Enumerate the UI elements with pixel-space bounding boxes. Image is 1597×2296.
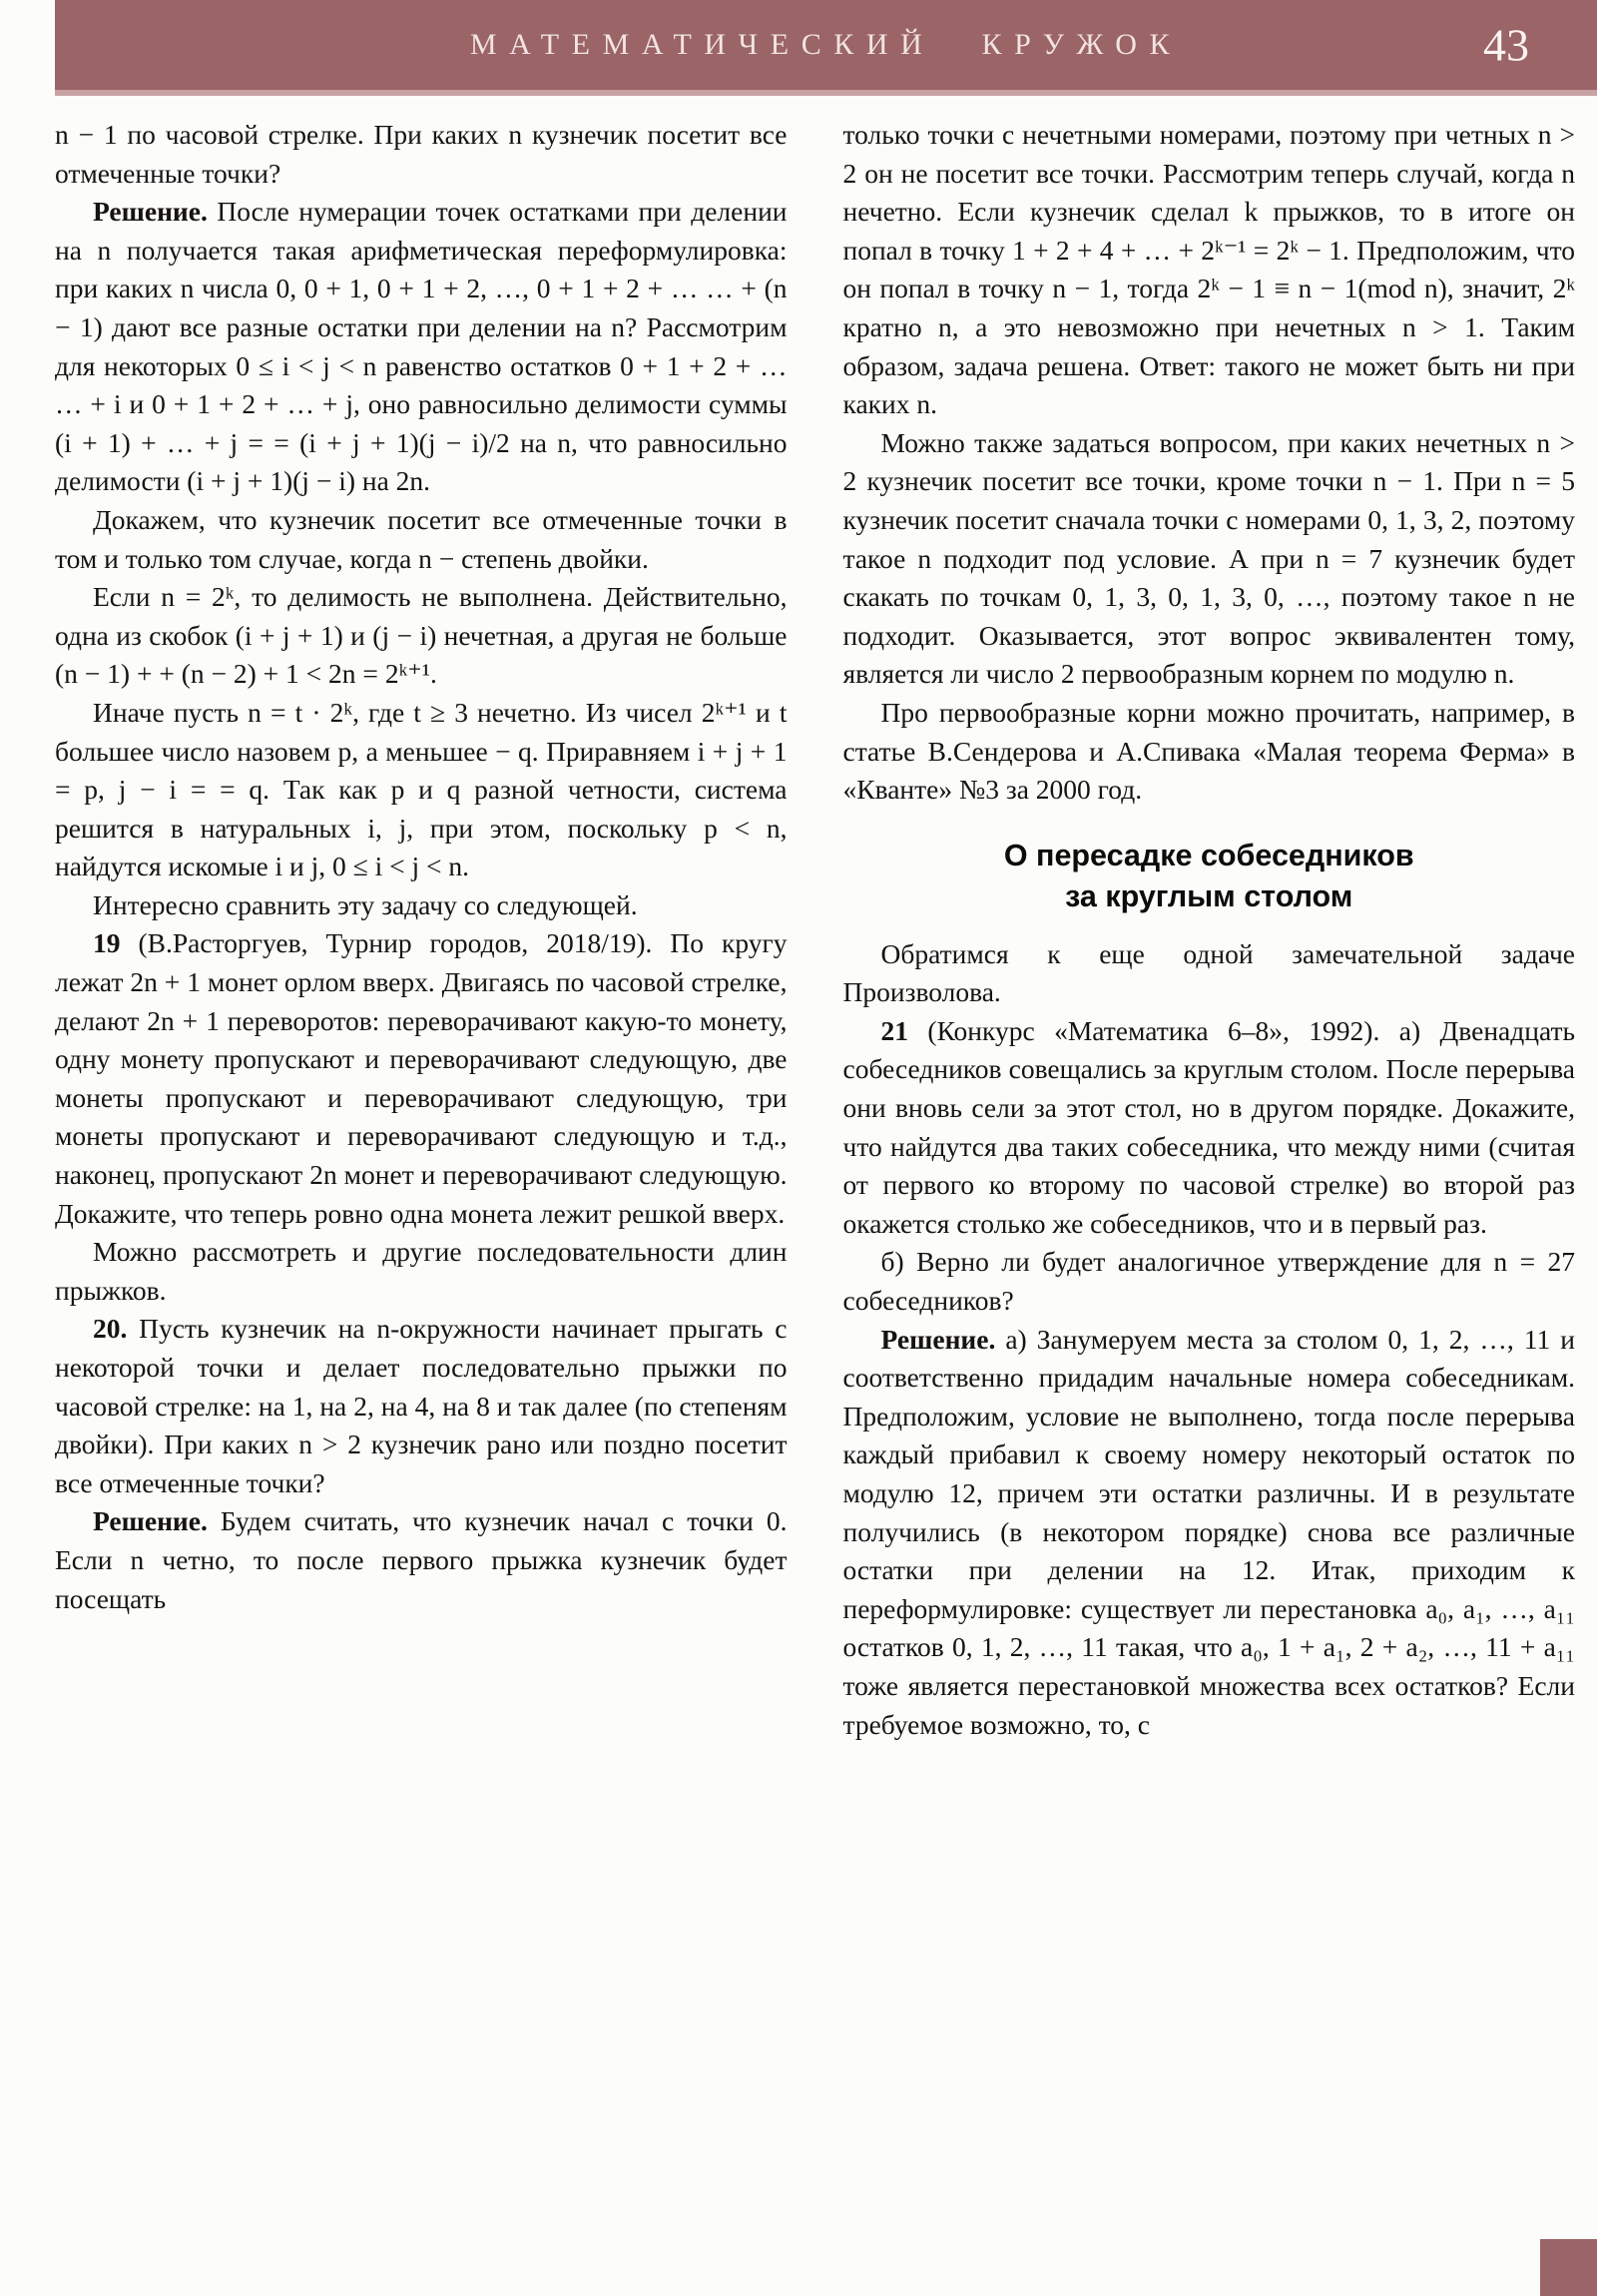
paragraph-lead: Решение.	[93, 1505, 208, 1537]
paragraph-text: Будем считать, что кузнечик начал с точки 0. Если n четно, то после первого прыжка кузнечик будет посещать	[55, 1505, 788, 1614]
paragraph-lead: 21	[880, 1014, 908, 1046]
paragraph	[55, 694, 788, 886]
page-number: 43	[1483, 19, 1529, 71]
paragraph-text: (В.Расторгуев, Турнир городов, 2018/19). По кругу лежат 2n + 1 монет орлом вверх. Двигаясь по часовой стрелке, делают 2n + 1 переворотов: переворачивают какую-то монету, одну монету пропускают и переворачивают следующую, две монеты пропускают и переворачивают следующую, три монеты пропускают и переворачивают следующую и т.д., наконец, пропускают 2n монет и переворачивают следующую. Докажите, что теперь ровно одна монета лежит решкой вверх.	[55, 927, 788, 1229]
paragraph	[55, 116, 788, 193]
paragraph	[55, 886, 788, 925]
paragraph-text: только точки с нечетными номерами, поэтому при четных n > 2 он не посетит все точки. Рассмотрим теперь случай, когда n нечетно. Если кузнечик сделал k прыжков, то в итоге он попал в точку 1 + 2 + 4 + … + 2ᵏ⁻¹ = 2ᵏ − 1. Предположим, что он попал в точку n − 1, тогда 2ᵏ − 1 ≡ n − 1(mod n), значит, 2ᵏ кратно n, а это невозможно при нечетных n > 1. Таким образом, задача решена. Ответ: такого не может быть ни при каких n.	[842, 119, 1575, 420]
paragraph-text: Если n = 2ᵏ, то делимость не выполнена. Действительно, одна из скобок (i + j + 1) и (j − i) нечетная, а другая не больше (n − 1) + + (n − 2) + 1 < 2n = 2ᵏ⁺¹.	[55, 581, 788, 690]
section-heading-line1: О пересадке собеседников	[1003, 838, 1414, 872]
paragraph	[843, 1321, 1576, 1745]
paragraph-text: Про первообразные корни можно прочитать, например, в статье В.Сендерова и А.Спивака «Малая теорема Ферма» в «Кванте» №3 за 2000 год.	[842, 696, 1575, 806]
paragraph-text: Можно рассмотреть и другие последовательности длин прыжков.	[55, 1236, 788, 1306]
right-column	[843, 116, 1576, 2296]
paragraph	[843, 424, 1576, 694]
paragraph-lead: Решение.	[880, 1323, 996, 1355]
paragraph-text: После нумерации точек остатками при делении на n получается такая арифметическая переформулировка: при каких n числа 0, 0 + 1, 0 + 1 + 2, …, 0 + 1 + 2 + … … + (n − 1) дают все разные остатки при делении на n? Рассмотрим для некоторых 0 ≤ i < j < n равенство остатков 0 + 1 + 2 + … … + i и 0 + 1 + 2 + … + j, оно равносильно делимости суммы (i + 1) + … + j = = (i + j + 1)(j − i)/2 на n, что равносильно делимости (i + j + 1)(j − i) на 2n.	[55, 196, 788, 497]
paragraph	[55, 1233, 788, 1310]
left-column	[55, 116, 788, 2296]
article-section-heading	[843, 836, 1576, 917]
corner-marker	[1540, 2239, 1597, 2296]
paragraph	[55, 924, 788, 1233]
paragraph-text: n − 1 по часовой стрелке. При каких n кузнечик посетит все отмеченные точки?	[55, 119, 788, 189]
page-header	[55, 0, 1597, 96]
paragraph-text: Докажем, что кузнечик посетит все отмеченные точки в том и только том случае, когда n − степень двойки.	[55, 503, 788, 574]
paragraph-text: б) Верно ли будет аналогичное утверждение для n = 27 собеседников?	[842, 1246, 1575, 1317]
paragraph	[843, 116, 1576, 424]
article-body	[55, 116, 1575, 2296]
paragraph	[55, 1310, 788, 1502]
paragraph-lead: 20.	[93, 1313, 128, 1345]
paragraph-lead: Решение.	[93, 196, 208, 228]
paragraph	[843, 935, 1576, 1012]
paragraph	[843, 694, 1576, 810]
section-heading-line2: за круглым столом	[1065, 878, 1353, 913]
paragraph-lead: 19	[93, 927, 121, 959]
paragraph	[55, 578, 788, 694]
paragraph-text: Можно также задаться вопросом, при каких нечетных n > 2 кузнечик посетит все точки, кроме точки n − 1. При n = 5 кузнечик посетит сначала точки с номерами 0, 1, 3, 2, поэтому такое n подходит под условие. А при n = 7 кузнечик будет скакать по точкам 0, 1, 3, 0, 1, 3, 0, …, поэтому такое n не подходит. Оказывается, этот вопрос эквивалентен тому, является ли число 2 первообразным корнем по модулю n.	[842, 426, 1575, 690]
paragraph-text: (Конкурс «Математика 6–8», 1992). а) Двенадцать собеседников совещались за круглым столом. После перерыва они вновь сели за этот стол, но в другом порядке. Докажите, что найдутся два таких собеседника, что между ними (считая от первого ко второму по часовой стрелке) во второй раз окажется столько же собеседников, что и в первый раз.	[842, 1014, 1575, 1239]
paragraph-text: Пусть кузнечик на n-окружности начинает прыгать с некоторой точки и делает последовательно прыжки по часовой стрелке: на 1, на 2, на 4, на 8 и так далее (по степеням двойки). При каких n > 2 кузнечик рано или поздно посетит все отмеченные точки?	[55, 1313, 788, 1498]
section-title: МАТЕМАТИЧЕСКИЙ КРУЖОК	[469, 28, 1183, 61]
paragraph	[843, 1243, 1576, 1320]
paragraph-text: а) Занумеруем места за столом 0, 1, 2, …, 11 и соответственно придадим начальные номера собеседникам. Предположим, условие не выполнено, тогда после перерыва каждый прибавил к своему номеру некоторый остаток по модулю 12, причем эти остатки различны. И в результате получились (в некотором порядке) снова все различные остатки при делении на 12. Итак, приходим к переформулировке: существует ли перестановка a₀, a₁, …, a₁₁ остатков 0, 1, 2, …, 11 такая, что a₀, 1 + a₁, 2 + a₂, …, 11 + a₁₁ тоже является перестановкой множества всех остатков? Если требуемое возможно, то, с	[842, 1323, 1575, 1740]
paragraph-text: Иначе пусть n = t · 2ᵏ, где t ≥ 3 нечетно. Из чисел 2ᵏ⁺¹ и t большее число назовем p, а меньшее − q. Приравняем i + j + 1 = p, j − i = = q. Так как p и q разной четности, система решится в натуральных i, j, при этом, поскольку p < n, найдутся искомые i и j, 0 ≤ i < j < n.	[55, 696, 788, 882]
paragraph-text: Интересно сравнить эту задачу со следующей.	[93, 888, 638, 920]
paragraph	[55, 1502, 788, 1618]
paragraph	[55, 501, 788, 578]
paragraph	[843, 1012, 1576, 1244]
paragraph	[55, 193, 788, 501]
paragraph-text: Обратимся к еще одной замечательной задаче Произволова.	[842, 937, 1575, 1008]
